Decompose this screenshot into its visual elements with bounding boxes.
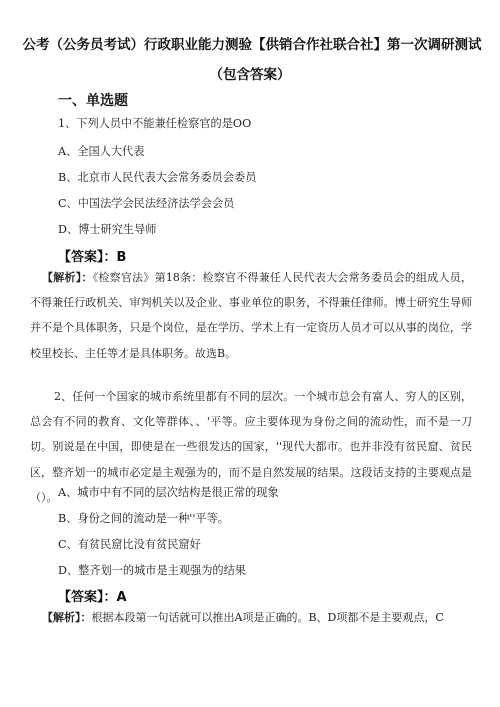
option-a: A、城市中有不同的层次结构是很正常的现象	[58, 486, 279, 499]
answer-label: 【答案】：A	[58, 590, 127, 605]
option-a: A、全国人大代表	[58, 145, 145, 158]
option-b: B、北京市人民代表大会常务委员会委员	[58, 171, 257, 184]
section-heading: 一、单选题	[58, 93, 128, 109]
option-d: D、博士研究生导师	[58, 223, 157, 236]
document-subtitle: （包含答案）	[209, 67, 291, 83]
answer-label: 【答案】：B	[58, 250, 127, 265]
analysis-text: 根据本段第一句话就可以推出A项是正确的。B、D项都不是主要观点，C	[91, 611, 444, 624]
option-d: D、整齐划一的城市是主观强为的结果	[58, 564, 246, 577]
analysis-text: 《检察官法》第18条：检察官不得兼任人民代表大会常务委员会的组成人员，不得兼任行政机关、审判机关以及企业、事业单位的职务，不得兼任律师。博士研究生导师并不是个具体职务，只是个岗位，是在学历、学术上有一定资历人员才可以从事的岗位，学校里校长、主任等才是具体职务。故选B。	[30, 271, 472, 360]
analysis-paragraph	[30, 265, 472, 366]
question-stem: 2、任何一个国家的城市系统里都有不同的层次。一个城市总会有富人、穷人的区别，总会有不同的教育、文化等群体、、'平等。应主要体现为身份之间的流动性，而不是一刀切。别说是在中国，即使是在一些很发达的国家，''现代大都市。也并非没有贫民窟、贫民区，整齐划一的城市必定是主观强为的，而不是自然发展的结果。这段话支持的主要观点是（）。	[30, 390, 472, 504]
option-c: C、中国法学会民法经济法学会会员	[58, 197, 235, 210]
analysis-paragraph	[30, 605, 472, 630]
question-stem: 1、下列人员中不能兼任检察官的是OO	[58, 117, 252, 130]
analysis-label: 【解析】：	[42, 271, 93, 284]
option-b: B、身份之间的流动是一种''平等。	[58, 512, 229, 525]
document-title: 公考（公务员考试）行政职业能力测验【供销合作社联合社】第一次调研测试	[22, 37, 482, 53]
analysis-label: 【解析】：	[42, 611, 92, 624]
option-c: C、有贫民窟比没有贫民窟好	[58, 538, 201, 551]
